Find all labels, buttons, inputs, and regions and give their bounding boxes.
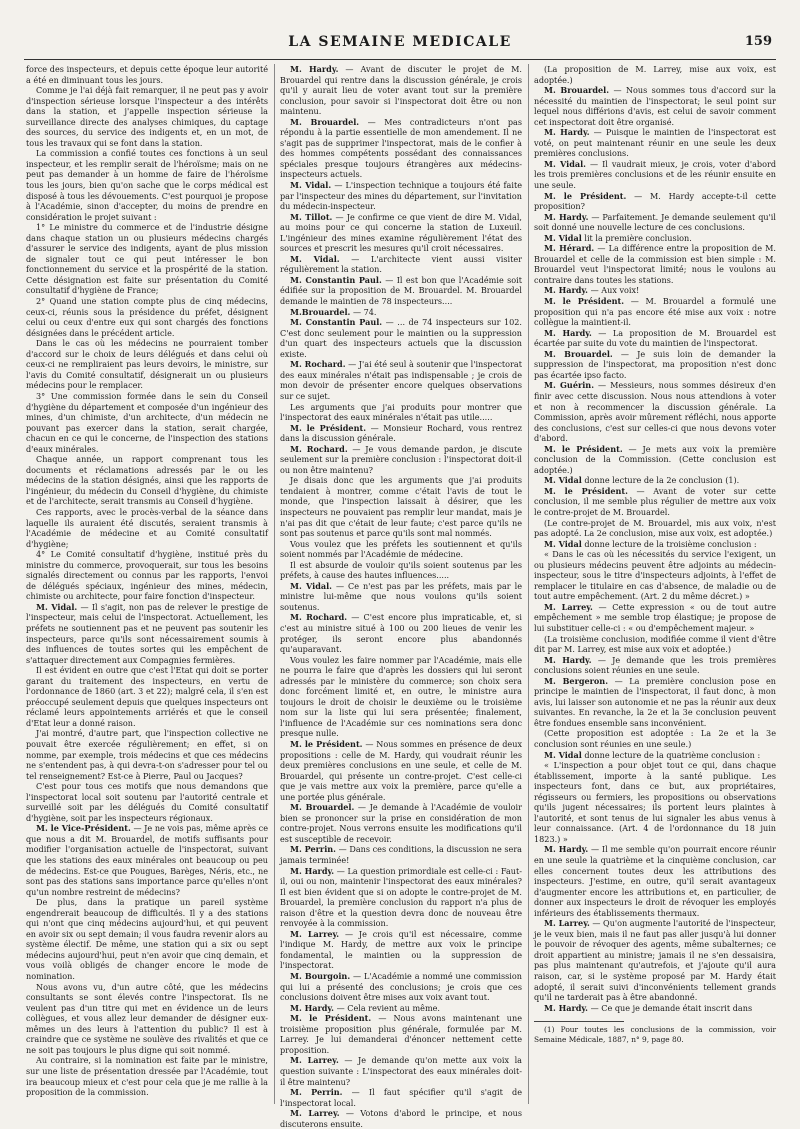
paragraph — [534, 159, 776, 191]
speaker-name: M. Hardy. — [544, 211, 589, 222]
paragraph-text: Nous avons vu, d'un autre côté, que les médecins consultants se sont élevés contre l'inspectorat. Ils ne veulent pas d'un titre qui met en évidence un de leurs collègues, et vous allez leur demander de désigner eux-mêmes un des leurs à l'attention du public? Il est à craindre que ce système ne soulève des rivalités et que ce ne soit pas toujours le plus digne qui soit nommé. — [26, 981, 268, 1055]
speaker-name: M. Constantin Paul. — [290, 274, 382, 285]
paragraph — [534, 285, 776, 296]
paragraph — [26, 1055, 268, 1097]
text-column-left — [26, 64, 268, 1104]
paragraph — [534, 349, 776, 381]
paragraph — [26, 823, 268, 897]
paragraph-text: Comme je l'ai déjà fait remarquer, il ne peut pas y avoir d'inspection sérieuse lorsque l'inspecteur a des intérêts dans la station, et j'appelle inspection sérieuse la surveillance directe des analyses chimiques, du captage des sources, du service des indigents et, en un mot, de tous les travaux qui se font dans la station. — [26, 85, 268, 148]
paragraph — [534, 486, 776, 518]
paragraph-text: (La proposition de M. Larrey, mise aux voix, est adoptée.) — [534, 64, 776, 85]
speaker-name: M. Hardy. — [290, 1002, 335, 1013]
paragraph — [26, 602, 268, 665]
speaker-name: M. Perrin. — [290, 1087, 343, 1098]
paragraph — [280, 275, 522, 307]
paragraph — [26, 64, 268, 85]
speaker-name: M. Larrey. — [544, 601, 593, 612]
paragraph — [26, 781, 268, 823]
paragraph — [534, 655, 776, 676]
speaker-name: M. Rochard. — [290, 443, 348, 454]
paragraph — [26, 665, 268, 728]
paragraph-text: — Je ne vois pas, même après ce que nous a dit M. Brouardel, de motifs suffisants pour modifier l'organisation actuelle de l'inspectorat, suivant que les stations des eaux minérales ont beaucoup ou peu de médecins. Est-ce que Pougues, Barèges, Néris, etc., ne sont pas des stations sans importance parce qu'elles n'ont qu'un nombre restreint de médecins? — [26, 823, 268, 897]
column-divider — [528, 64, 529, 1104]
paragraph-text: Il est évident en outre que c'est l'Etat qui doit se porter garant du traitement des inspecteurs, en vertu de l'ordonnance de 1860 (art. 3 et 22); malgré cela, il s'en est préoccupé seulement depuis que quelques inspecteurs ont réclamé leurs appointements arriérés et que le conseil d'Etat leur a donné raison. — [26, 665, 268, 728]
paragraph-text: — Je crois qu'il est nécessaire, comme l'indique M. Hardy, de mettre aux voix le principe fondamental, le maintien ou la suppression de l'inspectorat. — [280, 928, 522, 971]
paragraph-text: — Je demande qu'on mette aux voix la question suivante : L'inspectorat des eaux minérales doit-il être maintenu? — [280, 1055, 522, 1087]
column-divider — [274, 64, 275, 1104]
speaker-name: M. Larrey. — [290, 1055, 339, 1066]
paragraph-text: La commission a confié toutes ces fonctions à un seul inspecteur, et les remplir serait de l'héroïsme; mais on ne peut pas demander à un homme de faire de l'héroïsme tous les jours, bien qu'on sache que le corps médical est disposé à tous les dévouements. C'est pourquoi je propose à l'Académie, sinon d'accepter, du moins de prendre en considération le projet suivant : — [26, 148, 268, 222]
paragraph-text: — Cela revient au même. — [336, 1002, 440, 1013]
paragraph-text: — Avant de discuter le projet de M. Brouardel qui rentre dans la discussion générale, je crois qu'il y aurait lieu de voter avant tout sur la première conclusion, pour savoir si l'inspectorat doit être ou non maintenu. — [280, 64, 522, 117]
speaker-name: M. Brouardel. — [290, 116, 360, 127]
header-rule — [24, 59, 776, 60]
paragraph — [280, 317, 522, 359]
paragraph — [534, 918, 776, 1002]
paragraph-text: Il est absurde de vouloir qu'ils soient soutenus par les préfets, à cause des hautes influences..... — [280, 559, 522, 581]
paragraph — [534, 634, 776, 655]
speaker-name: M. le Président. — [544, 296, 625, 307]
paragraph-text: « Dans le cas où les nécessités du service l'exigent, un ou plusieurs médecins peuvent être adjoints au médecin-inspecteur, sous le titre d'inspecteurs adjoints, à l'effet de remplacer le titulaire en cas d'absence, de maladie ou de tout autre empêchement. (Art. 2 du même décret.) » — [534, 549, 776, 602]
paragraph-text: — La proposition de M. Brouardel est écartée par suite du vote du maintien de l'inspectorat. — [534, 327, 776, 349]
paragraph — [280, 655, 522, 739]
paragraph-text: — C'est encore plus impraticable, et, si c'est au ministre situé à 100 ou 200 lieues de venir les protéger, ils seront encore plus abandonnés qu'auparavant. — [280, 612, 522, 655]
speaker-name: M. Brouardel. — [544, 348, 613, 359]
paragraph — [534, 64, 776, 85]
paragraph — [534, 127, 776, 159]
paragraph-text: C'est pour tous ces motifs que nous demandons que l'inspectorat local soit soutenu par l'autorité centrale et surveillé soit par les délégués du Comité consultatif d'hygiène, soit par les inspecteurs régionaux. — [26, 781, 268, 823]
paragraph — [280, 560, 522, 581]
text-column-right — [534, 64, 776, 1104]
speaker-name: M. Vidal — [544, 538, 582, 549]
text-column-middle — [280, 64, 523, 1129]
speaker-name: M. Hardy. — [544, 1002, 589, 1013]
paragraph-text: — Aux voix! — [590, 285, 640, 296]
paragraph-text: 4° Le Comité consultatif d'hygiène, institué près du ministre du commerce, provoquerait, sur tous les besoins signalés directement ou connus par les rapports, l'envoi de délégués spéciaux, ingénieur des mines, médecin, chimiste ou architecte, pour faire fonction d'inspecteur. — [26, 549, 268, 602]
paragraph — [534, 1003, 776, 1014]
speaker-name: M. Vidal. — [36, 601, 78, 612]
paragraph-text: donne lecture de la 2e conclusion (1). — [584, 475, 740, 486]
speaker-name: M. le Président. — [290, 739, 363, 749]
paragraph — [534, 243, 776, 285]
paragraph — [280, 475, 522, 538]
paragraph — [26, 982, 268, 1056]
paragraph-text: — Nous sommes en présence de deux propositions : celle de M. Hardy, qui voudrait réunir les deux premières conclusions en une seule, et celle de M. Brouardel, qui présente un contre-projet. C'est celle-ci que je vais mettre aux voix la première, parce qu'elle a une portée plus générale. — [280, 739, 523, 802]
paragraph-text: Vous voulez les faire nommer par l'Académie, mais elle ne pourra le faire que d'après les dossiers qui lui seront adressés par le ministère du commerce; son choix sera donc forcément limité et, en outre, le ministre aura toujours le droit de choisir le deuxième ou le troisième nom sur la liste qui lui sera présentée; finalement, l'influence de l'Académie sur ces nominations sera donc presque nulle. — [280, 654, 522, 739]
paragraph-text: (La troisième conclusion, modifiée comme il vient d'être dit par M. Larrey, est mise aux voix et adoptée.) — [534, 633, 776, 655]
paragraph-text: « L'inspection a pour objet tout ce qui, dans chaque établissement, importe à la santé publique. Les inspecteurs font, dans ce but, aux propriétaires, régisseurs ou fermiers, les propositions ou observations qu'ils jugent nécessaires; ils portent leurs plaintes à l'autorité, et sont tenus de lui signaler les abus venus à leur connaissance. (Art. 4 de l'ordonnance du 18 juin 1823.) » — [534, 760, 776, 844]
paragraph-text: (Le contre-projet de M. Brouardel, mis aux voix, n'est pas adopté. La 2e conclusion, mise aux voix, est adoptée.) — [534, 517, 776, 539]
page-number: 159 — [744, 34, 772, 49]
paragraph-text: — Il s'agit, non pas de relever le prestige de l'inspecteur, mais celui de l'inspectorat. Actuellement, les préfets ne soutiennent pas et ne peuvent pas soutenir les inspecteurs, parce qu'ils sont nécessairement soumis à des influences de toutes sortes qui les empêchent de s'attaquer directement aux Compagnies fermières. — [26, 601, 269, 665]
paragraph — [534, 549, 776, 602]
paragraph-text: — L'Académie a nommé une commission qui lui a présenté des conclusions; je crois que ces conclusions doivent être mises aux voix avant tout. — [280, 971, 522, 1003]
speaker-name: M. Perrin. — [290, 844, 336, 855]
paragraph — [280, 64, 522, 117]
paragraph — [534, 380, 776, 443]
paragraph — [280, 971, 522, 1003]
paragraph — [534, 602, 776, 634]
paragraph-text: — M. Hardy accepte-t-il cette proposition? — [534, 190, 776, 212]
paragraph — [280, 1108, 522, 1129]
paragraph-text: — Je mets aux voix la première conclusion de la Commission. (Cette conclusion est adoptée.) — [534, 443, 776, 475]
paragraph-text: 2° Quand une station compte plus de cinq médecins, ceux-ci, réunis sous la présidence du préfet, désignent celui ou ceux d'entre eux qui sont chargés des fonctions désignées dans le précédent article. — [26, 296, 268, 338]
paragraph — [534, 728, 776, 749]
paragraph — [280, 444, 522, 476]
paragraph — [26, 454, 268, 507]
paragraph — [534, 676, 776, 729]
speaker-name: M. Larrey. — [544, 918, 590, 929]
journal-title: LA SEMAINE MEDICALE — [288, 34, 512, 50]
speaker-name: M. Vidal. — [290, 180, 332, 191]
speaker-name: M. Hardy. — [290, 865, 335, 876]
paragraph-text: Vous voulez que les préfets les soutiennent et qu'ils soient nommés par l'Académie de médecine. — [280, 538, 522, 560]
paragraph — [280, 402, 522, 423]
speaker-name: M. Tillot. — [290, 211, 333, 222]
paragraph-text: Je disais donc que les arguments que j'ai produits tendaient à montrer, comme c'était l'avis de tout le monde, que l'inspection laissait à désirer, que les inspecteurs ne pouvaient pas remplir leur mandat, mais je n'ai pas dit que c'était de leur faute; c'est parce qu'ils ne sont pas soutenus et parce qu'ils sont mal nommés. — [280, 475, 522, 539]
paragraph-text: 3° Une commission formée dans le sein du Conseil d'hygiène du département et composée d'un ingénieur des mines, d'un chimiste, d'un architecte, d'un médecin ne pouvant pas exercer dans la station, serait chargée, chacun en ce qui le concerne, de l'inspection des stations d'eaux minérales. — [26, 390, 268, 454]
paragraph-text: force des inspecteurs, et depuis cette époque leur autorité a été en diminuant tous les jours. — [26, 64, 268, 85]
paragraph-text: — L'inspection technique a toujours été faite par l'inspecteur des mines du département, sur l'invitation du médecin-inspecteur. — [280, 180, 523, 212]
column-body — [534, 64, 776, 1013]
paragraph-text: 1° Le ministre du commerce et de l'industrie désigne dans chaque station un ou plusieurs médecins chargés d'assurer le service des indigents, ayant de plus mission de signaler tout ce qui peut intéresser le bon fonctionnement du service et la prospérité de la station. Cette désignation est faite sur présentation du Comité consultatif d'hygiène de France; — [26, 222, 268, 296]
speaker-name: M. Hérard. — [544, 243, 595, 254]
paragraph — [280, 359, 522, 401]
paragraph — [534, 328, 776, 349]
paragraph — [534, 760, 776, 844]
paragraph-text: lit la première conclusion. — [584, 232, 692, 243]
paragraph — [280, 1003, 522, 1014]
paragraph — [280, 307, 522, 318]
paragraph-text: — J'ai été seul à soutenir que l'inspectorat des eaux minérales n'était pas indispensable ; je crois de mon devoir de présenter encore quelques observations sur ce sujet. — [280, 359, 522, 401]
paragraph — [280, 117, 522, 180]
paragraph-text: — Je confirme ce que vient de dire M. Vidal, au moins pour ce qui concerne la station de Luxeuil. L'ingénieur des mines examine régulièrement l'état des sources et prescrit les mesures qu'il croit nécessaires. — [280, 211, 522, 254]
paragraph-text: De plus, dans la pratique un pareil système engendrerait beaucoup de difficultés. Il y a des stations qui n'ont que cinq médecins aujourd'hui, et qui peuvent en avoir six ou sept demain; il vous faudra revenir alors au système électif. De même, une station qui a six ou sept médecins aujourd'hui, peut n'en avoir que cinq demain, et vous voilà obligés de changer encore le mode de nomination. — [26, 897, 268, 982]
paragraph-text: — Mes contradicteurs n'ont pas répondu à la partie essentielle de mon amendement. Il ne s'agit pas de supprimer l'inspectorat, mais de le confier à des hommes compétents possédant des connaissances spéciales presque toujours étrangères aux médecins-inspecteurs actuels. — [280, 116, 522, 180]
paragraph — [534, 85, 776, 127]
speaker-name: M. le Président. — [544, 443, 623, 454]
paragraph — [26, 148, 268, 222]
paragraph — [534, 475, 776, 486]
paragraph-text: Ces rapports, avec le procès-verbal de la séance dans laquelle ils auraient été discutés, seraient transmis à l'Académie de médecine et au Comité consultatif d'hygiène; — [26, 506, 268, 549]
paragraph — [534, 296, 776, 328]
speaker-name: M. Rochard. — [290, 359, 346, 370]
paragraph-text: — Il est bon que l'Académie soit édifiée sur la proposition de M. Brouardel. M. Brouardel demande le maintien de 78 inspecteurs.... — [280, 274, 523, 307]
paragraph-text: Chaque année, un rapport comprenant tous les documents et réclamations adressés par le ou les médecins de la station désignés, ainsi que les rapports de l'ingénieur, du médecin du Conseil d'hygiène, du chimiste et de l'architecte, serait transmis au Conseil d'hygiène. — [26, 454, 268, 507]
speaker-name: M. le Président. — [290, 422, 367, 433]
paragraph — [534, 844, 776, 918]
paragraph-text: — Il vaudrait mieux, je crois, voter d'abord les trois premières conclusions et de les réunir ensuite en une seule. — [534, 158, 777, 191]
paragraph — [534, 518, 776, 539]
paragraph — [534, 212, 776, 233]
speaker-name: M. Vidal. — [544, 158, 587, 169]
paragraph-text: — Il faut spécifier qu'il s'agit de l'inspectorat local. — [280, 1087, 523, 1108]
paragraph-text: — Ce n'est pas par les préfets, mais par le ministre lui-même que nous voulons qu'ils soient soutenus. — [280, 580, 522, 612]
speaker-name: M. Larrey. — [290, 1108, 340, 1119]
speaker-name: M. Brouardel. — [544, 85, 610, 96]
paragraph — [280, 929, 522, 971]
paragraph-text: — La question primordiale est celle-ci : Faut-il, oui ou non, maintenir l'inspectorat des eaux minérales? Il est bien évident que si on adopte le contre-projet de M. Brouardel, la première conclusion du rapport n'a plus de raison d'être et la question devra donc de nouveau être renvoyée à la commission. — [280, 865, 522, 929]
paragraph-text: — Je suis loin de demander la suppression de l'inspectorat, ma proposition n'est donc pas écartée ipso facto. — [534, 348, 776, 380]
paragraph-text: — Messieurs, nous sommes désireux d'en finir avec cette discussion. Nous nous attendions à voter et non à recommencer la discussion générale. La Commission, après avoir mûrement réfléchi, nous apporte des conclusions, c'est sur celles-ci que nous devons voter d'abord. — [534, 380, 776, 444]
speaker-name: M. Vidal — [544, 749, 582, 760]
paragraph — [26, 338, 268, 391]
paragraph-text: — Je vous demande pardon, je discute seulement sur la première conclusion : l'inspectorat doit-il ou non être maintenu? — [280, 443, 522, 475]
paragraph-text: Les arguments que j'ai produits pour montrer que l'inspectorat des eaux minérales n'était pas utile..... — [280, 401, 522, 423]
paragraph — [280, 1087, 522, 1108]
paragraph — [280, 180, 522, 212]
speaker-name: M. Hardy. — [290, 64, 339, 74]
speaker-name: M. Vidal — [544, 475, 582, 486]
paragraph — [280, 866, 522, 929]
paragraph-text: donne lecture de la quatrième conclusion : — [584, 749, 761, 760]
paragraph-text: — Nous sommes tous d'accord sur la nécessité du maintien de l'inspectorat; le seul point sur lequel nous différions d'avis, est celui de savoir comment cet inspectorat doit être organisé. — [534, 85, 776, 127]
paragraph — [26, 897, 268, 981]
paragraph-text: — Dans ces conditions, la discussion ne sera jamais terminée! — [280, 844, 523, 866]
speaker-name: M. le Président. — [290, 1013, 372, 1024]
paragraph — [280, 539, 522, 560]
paragraph — [534, 233, 776, 244]
paragraph-text: — Puisque le maintien de l'inspectorat est voté, on peut maintenant réunir en une seule les deux premières conclusions. — [534, 127, 776, 159]
paragraph — [280, 612, 522, 654]
footnote: (1) Pour toutes les conclusions de la commission, voir Semaine Médicale, 1887, n° 9, page 80. — [534, 1025, 776, 1044]
paragraph-text: donne lecture de la troisième conclusion : — [584, 538, 757, 549]
speaker-name: M. Hardy. — [544, 285, 589, 296]
paragraph-text: — Cette expression « ou de tout autre empêchement » me semble trop élastique; je propose de lui substituer celle-ci : « ou d'empêchement majeur. » — [534, 601, 776, 633]
footnote-rule — [534, 1021, 624, 1022]
speaker-name: M. Bergeron. — [544, 675, 609, 686]
paragraph-text: Dans le cas où les médecins ne pourraient tomber d'accord sur le choix de leurs délégués et dans celui où ceux-ci ne rempliraient pas leurs devoirs, le ministre, sur l'avis du Comité consultatif, désignerait un ou plusieurs médecins pour le remplacer. — [26, 338, 268, 391]
paragraph — [280, 1055, 522, 1087]
speaker-name: M. Vidal. — [290, 253, 340, 264]
paragraph — [534, 444, 776, 476]
paragraph-text: — M. Brouardel a formulé une proposition qui n'a pas encore été mise aux voix : notre collègue la maintient-il. — [534, 296, 776, 328]
paragraph — [534, 191, 776, 212]
speaker-name: M. Vidal — [544, 232, 582, 243]
paragraph — [534, 539, 776, 550]
paragraph-text: — La différence entre la proposition de M. Brouardel et celle de la commission est bien simple : M. Brouardel veut l'inspectorat limité; nous le voulons au contraire dans toutes les stations. — [534, 243, 776, 285]
speaker-name: M.Brouardel. — [290, 306, 351, 317]
paragraph — [534, 750, 776, 761]
paragraph — [280, 212, 522, 254]
speaker-name: M. Hardy. — [544, 654, 592, 665]
speaker-name: M. Constantin Paul. — [290, 317, 383, 328]
paragraph — [280, 423, 522, 444]
paragraph — [280, 581, 522, 613]
speaker-name: M. le Président. — [544, 485, 628, 496]
paragraph-text: — Ce que je demande était inscrit dans — [590, 1002, 753, 1013]
speaker-name: M. Hardy. — [544, 127, 590, 138]
paragraph — [280, 739, 522, 802]
paragraph-text: — Je demande que les trois premières conclusions soient réunies en une seule. — [534, 654, 776, 676]
paragraph-text: — Parfaitement. Je demande seulement qu'il soit donné une nouvelle lecture de ces conclusions. — [534, 211, 776, 233]
paragraph-text: (Cette proposition est adoptée : La 2e et la 3e conclusion sont réunies en une seule.) — [534, 728, 776, 749]
paragraph — [26, 85, 268, 148]
paragraph-text: — Qu'on augmente l'autorité de l'inspecteur, je le veux bien, mais il ne faut pas aller jusqu'à lui donner le pouvoir de révoquer des agents, même subalternes; ce droit appartient au ministre; jamais il ne s'en dessaisira, pas plus maintenant qu'autrefois, et j'ajoute qu'il aura raison, car, si le système proposé par M. Hardy était adopté, il serait suivi d'inconvénients tellement grands qu'il ne tarderait pas à être abandonné. — [534, 918, 776, 1003]
paragraph-text: J'ai montré, d'autre part, que l'inspection collective ne pouvait être exercée régulièrement; en effet, si on nomme, par exemple, trois médecins et que ces médecins ne s'entendent pas, à qui devra-t-on s'adresser pour tel ou tel renseignement? Est-ce à Pierre, Paul ou Jacques? — [26, 728, 268, 781]
paragraph — [280, 802, 522, 844]
paragraph — [26, 507, 268, 549]
speaker-name: M. le Vice-Président. — [36, 823, 131, 834]
speaker-name: M. Guérin. — [544, 380, 595, 391]
paragraph-text: — Monsieur Rochard, vous rentrez dans la discussion générale. — [280, 422, 522, 444]
paragraph-text: — Il me semble qu'on pourrait encore réunir en une seule la quatrième et la cinquième conclusion, car elles concernent toutes deux les attributions des inspecteurs. J'estime, en outre, qu'il serait avantageux d'augmenter encore les attributions et, en particulier, de donner aux inspecteurs le droit de révoquer les employés inférieurs des établissements thermaux. — [534, 844, 776, 918]
speaker-name: M. Brouardel. — [290, 802, 355, 813]
speaker-name: M. Hardy. — [544, 327, 592, 338]
paragraph — [26, 549, 268, 602]
running-header — [24, 34, 776, 54]
speaker-name: M. le Président. — [544, 190, 627, 201]
speaker-name: M. Hardy. — [544, 844, 589, 855]
paragraph-text: — ... de 74 inspecteurs sur 102. C'est donc seulement pour le maintien ou la suppression d'un quart des inspecteurs actuels que la discussion existe. — [280, 317, 523, 359]
speaker-name: M. Vidal. — [290, 580, 332, 591]
paragraph-text: — Nous avons maintenant une troisième proposition plus générale, formulée par M. Larrey. Je lui demanderai d'énoncer nettement cette proposition. — [280, 1013, 522, 1055]
paragraph-text: — La première conclusion pose en principe le maintien de l'inspectorat, il faut donc, à mon avis, lui laisser son autonomie et ne pas la réunir aux deux suivantes. En revanche, la 2e et la 3e conclusion peuvent être fondues ensemble sans inconvénient. — [534, 675, 776, 728]
speaker-name: M. Larrey. — [290, 928, 340, 939]
paragraph — [280, 844, 522, 865]
paragraph-text: — Avant de voter sur cette conclusion, il me semble plus régulier de mettre aux voix le contre-projet de M. Brouardel. — [534, 485, 776, 517]
paragraph — [280, 1013, 522, 1055]
paragraph-text: — Je demande à l'Académie de vouloir bien se prononcer sur la prise en considération de mon contre-projet. Nous verrons ensuite les modifications qu'il est susceptible de recevoir. — [280, 802, 522, 844]
paragraph-text: — 74. — [352, 306, 377, 317]
paragraph — [26, 296, 268, 338]
paragraph-text: Au contraire, si la nomination est faite par le ministre, sur une liste de présentation dressée par l'Académie, tout ira beaucoup mieux et c'est pour cela que je me rallie à la proposition de la commission. — [26, 1055, 268, 1098]
paragraph — [26, 391, 268, 454]
speaker-name: M. Rochard. — [290, 612, 348, 623]
paragraph — [280, 254, 522, 275]
paragraph-text: — Votons d'abord le principe, et nous discuterons ensuite. — [280, 1108, 522, 1129]
paragraph-text: — L'architecte vient aussi visiter régulièrement la station. — [280, 253, 522, 275]
paragraph — [26, 728, 268, 781]
paragraph — [26, 222, 268, 296]
speaker-name: M. Bourgoin. — [290, 971, 351, 982]
